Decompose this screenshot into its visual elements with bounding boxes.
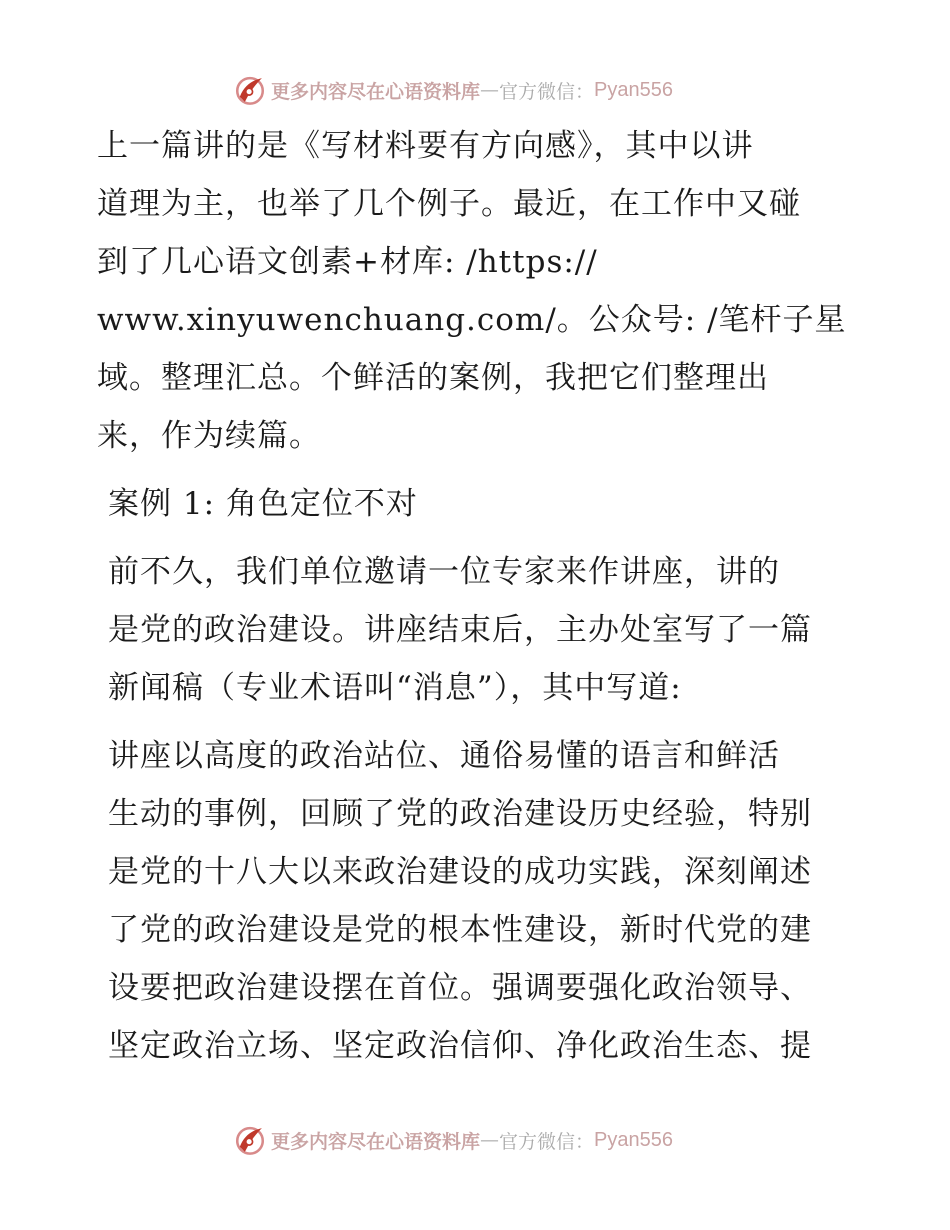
watermark-text: 更多内容尽在心语资料库 bbox=[271, 1130, 481, 1153]
header-watermark bbox=[233, 70, 673, 110]
watermark-separator: — bbox=[480, 1129, 500, 1151]
document-body bbox=[97, 117, 852, 1085]
watermark-wechat-id: Pyan556 bbox=[594, 78, 673, 101]
paragraph-case-heading: 案例 1: 角色定位不对 bbox=[108, 486, 418, 522]
watermark-wechat-label: 官方微信： bbox=[499, 1130, 595, 1153]
paragraph-case-description: 前不久，我们单位邀请一位专家来作讲座，讲的 是党的政治建设。讲座结束后，主办处室写了一篇 新闻稿（专业术语叫“消息”），其中写道: bbox=[108, 554, 812, 706]
footer-watermark bbox=[233, 1120, 673, 1160]
watermark-wechat-id: Pyan556 bbox=[594, 1128, 673, 1151]
watermark-separator: — bbox=[480, 79, 500, 101]
red-swirl-logo-icon bbox=[233, 1123, 267, 1157]
red-swirl-logo-icon bbox=[233, 73, 267, 107]
watermark-text: 更多内容尽在心语资料库 bbox=[271, 80, 481, 103]
paragraph-quoted-news: 讲座以高度的政治站位、通俗易懂的语言和鲜活 生动的事例，回顾了党的政治建设历史经验，特别 是党的十八大以来政治建设的成功实践，深刻阐述 了党的政治建设是党的根本性建设，新时代党的建 设要把政治建设摆在首位。强调要强化政治领导、 坚定政治立场、坚定政治信仰、净化政治生态、提 bbox=[108, 738, 812, 1064]
paragraph-intro: 上一篇讲的是《写材料要有方向感》，其中以讲 道理为主，也举了几个例子。最近，在工作中又碰 到了几心语文创素+材库: /https:// www.xinyuwenchuang.com/。公众号: /笔杆子星 域。整理汇总。个鲜活的案例，我把它们整理出 来，作为续篇。 bbox=[97, 128, 847, 454]
watermark-wechat-label: 官方微信： bbox=[499, 80, 595, 103]
